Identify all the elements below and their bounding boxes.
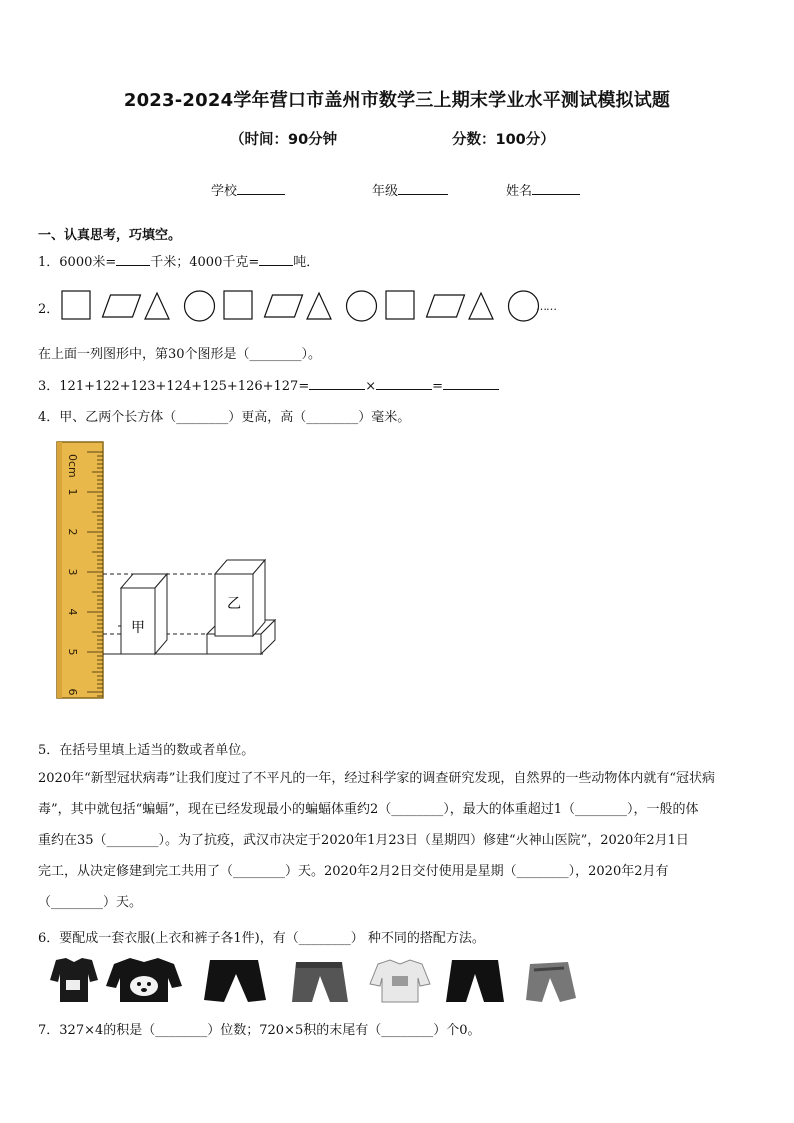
shape-triangle: [469, 293, 493, 319]
q3-blank-1[interactable]: [309, 376, 365, 390]
shape-square: [62, 291, 90, 319]
q5-line-4: 完工，从决定修建到完工共用了（________）天。2020年2月2日交付使用是星期（________），2020年2月有: [38, 864, 669, 879]
ruler-edge: [57, 442, 62, 698]
q1-text-c: 吨．: [293, 255, 320, 270]
school-label: 学校: [211, 184, 238, 199]
shape-sequence: [58, 289, 578, 323]
question-4-text: 甲、乙两个长方体（________）更高，高（________）毫米。: [59, 410, 411, 425]
q1-text-a: 6000米=: [59, 255, 117, 270]
question-1: [38, 251, 319, 270]
ruler-label: 1: [66, 488, 79, 496]
q3-blank-3[interactable]: [443, 376, 499, 390]
shape-parallelogram: [265, 295, 303, 317]
school-blank[interactable]: [237, 181, 285, 195]
shape-triangle: [145, 293, 169, 319]
shape-circle: [347, 291, 377, 321]
grade-label: 年级: [372, 184, 399, 199]
grade-field: [372, 180, 448, 199]
question-2-text: 在上面一列图形中，第30个图形是（________）。: [38, 347, 322, 362]
pants-1-icon: [204, 960, 266, 1002]
exam-score: 分数：100分）: [452, 132, 555, 148]
clothing-svg: [44, 956, 584, 1006]
box-a-label: 甲: [131, 620, 145, 636]
q1-blank-1[interactable]: [116, 252, 150, 266]
question-6: [38, 927, 485, 946]
pants-3-icon: [446, 960, 504, 1002]
question-5: [38, 739, 254, 758]
q5-line-1: 2020年“新型冠状病毒”让我们度过了不平凡的一年，经过科学家的调查研究发现，自然界的一些动物体内就有“冠状病: [38, 771, 716, 786]
ruler-label: 5: [66, 648, 79, 656]
ruler-figure-svg: [55, 440, 295, 702]
shape-sequence-svg: [58, 289, 578, 323]
shirt-1-icon: [50, 958, 98, 1002]
q3-times: ×: [365, 379, 377, 394]
ruler: [57, 442, 103, 698]
page-title: 2023-2024学年营口市盖州市数学三上期末学业水平测试模拟试题: [123, 90, 671, 111]
pants-4-icon: [526, 962, 576, 1002]
slab-front: [207, 634, 261, 654]
question-4: [38, 406, 410, 425]
box-a-side: [155, 574, 167, 654]
question-number: 5．: [38, 743, 60, 758]
ruler-label: 2: [66, 528, 79, 536]
question-3: [38, 375, 499, 394]
q1-text-b: 千米；4000千克=: [150, 255, 260, 270]
q5-line-5: （________）天。: [38, 895, 143, 910]
name-field: [506, 180, 580, 199]
q3-equals: =: [432, 379, 444, 394]
shirt-2-icon: [106, 958, 182, 1002]
q3-blank-2[interactable]: [376, 376, 432, 390]
shape-triangle: [307, 293, 331, 319]
ruler-label: 6: [66, 688, 79, 696]
question-5-paragraph: [38, 763, 758, 918]
box-b-label: 乙: [227, 596, 241, 612]
name-blank[interactable]: [532, 181, 580, 195]
school-field: [211, 180, 285, 199]
box-b-side: [253, 560, 265, 636]
q5-line-2: 毒”，其中就包括“蝙蝠”，现在已经发现最小的蝙蝠体重约2（________），最大的体重超过1（________），一般的体: [38, 802, 699, 817]
shirt-3-icon: [370, 960, 430, 1002]
question-5-heading: 在括号里填上适当的数或者单位。: [59, 743, 255, 758]
section-1-heading: 一、认真思考，巧填空。: [38, 228, 182, 243]
question-6-text: 要配成一套衣服(上衣和裤子各1件)，有（________） 种不同的搭配方法。: [59, 931, 485, 946]
question-7: [38, 1019, 481, 1038]
clothing-pictures: [44, 956, 584, 1006]
q5-line-3: 重约在35（________）。为了抗疫，武汉市决定于2020年1月23日（星期四）修建“火神山医院”，2020年2月1日: [38, 833, 689, 848]
ruler-figure: [55, 440, 295, 702]
name-label: 姓名: [506, 184, 533, 199]
grade-blank[interactable]: [398, 181, 448, 195]
shape-circle: [185, 291, 215, 321]
ruler-label: 3: [66, 568, 79, 576]
ruler-label: 0cm: [66, 454, 79, 478]
shape-parallelogram: [427, 295, 465, 317]
exam-time: （时间：90分钟: [230, 132, 338, 148]
pants-2-icon: [292, 962, 348, 1002]
shape-square: [386, 291, 414, 319]
q3-expression: 121+122+123+124+125+126+127=: [59, 379, 310, 394]
ruler-label: 4: [66, 608, 79, 616]
question-number: 1．: [38, 255, 60, 270]
question-number: 7．: [38, 1023, 60, 1038]
question-number: 6．: [38, 931, 60, 946]
question-number: 4．: [38, 410, 60, 425]
question-number: 3．: [38, 379, 60, 394]
q1-blank-2[interactable]: [259, 252, 293, 266]
question-7-text: 327×4的积是（________）位数；720×5积的末尾有（________）个0。: [59, 1023, 481, 1038]
question-2-number: 2．: [38, 302, 60, 317]
shape-ellipsis: ……: [536, 300, 556, 313]
shape-square: [224, 291, 252, 319]
shape-parallelogram: [103, 295, 141, 317]
shape-circle: [509, 291, 539, 321]
